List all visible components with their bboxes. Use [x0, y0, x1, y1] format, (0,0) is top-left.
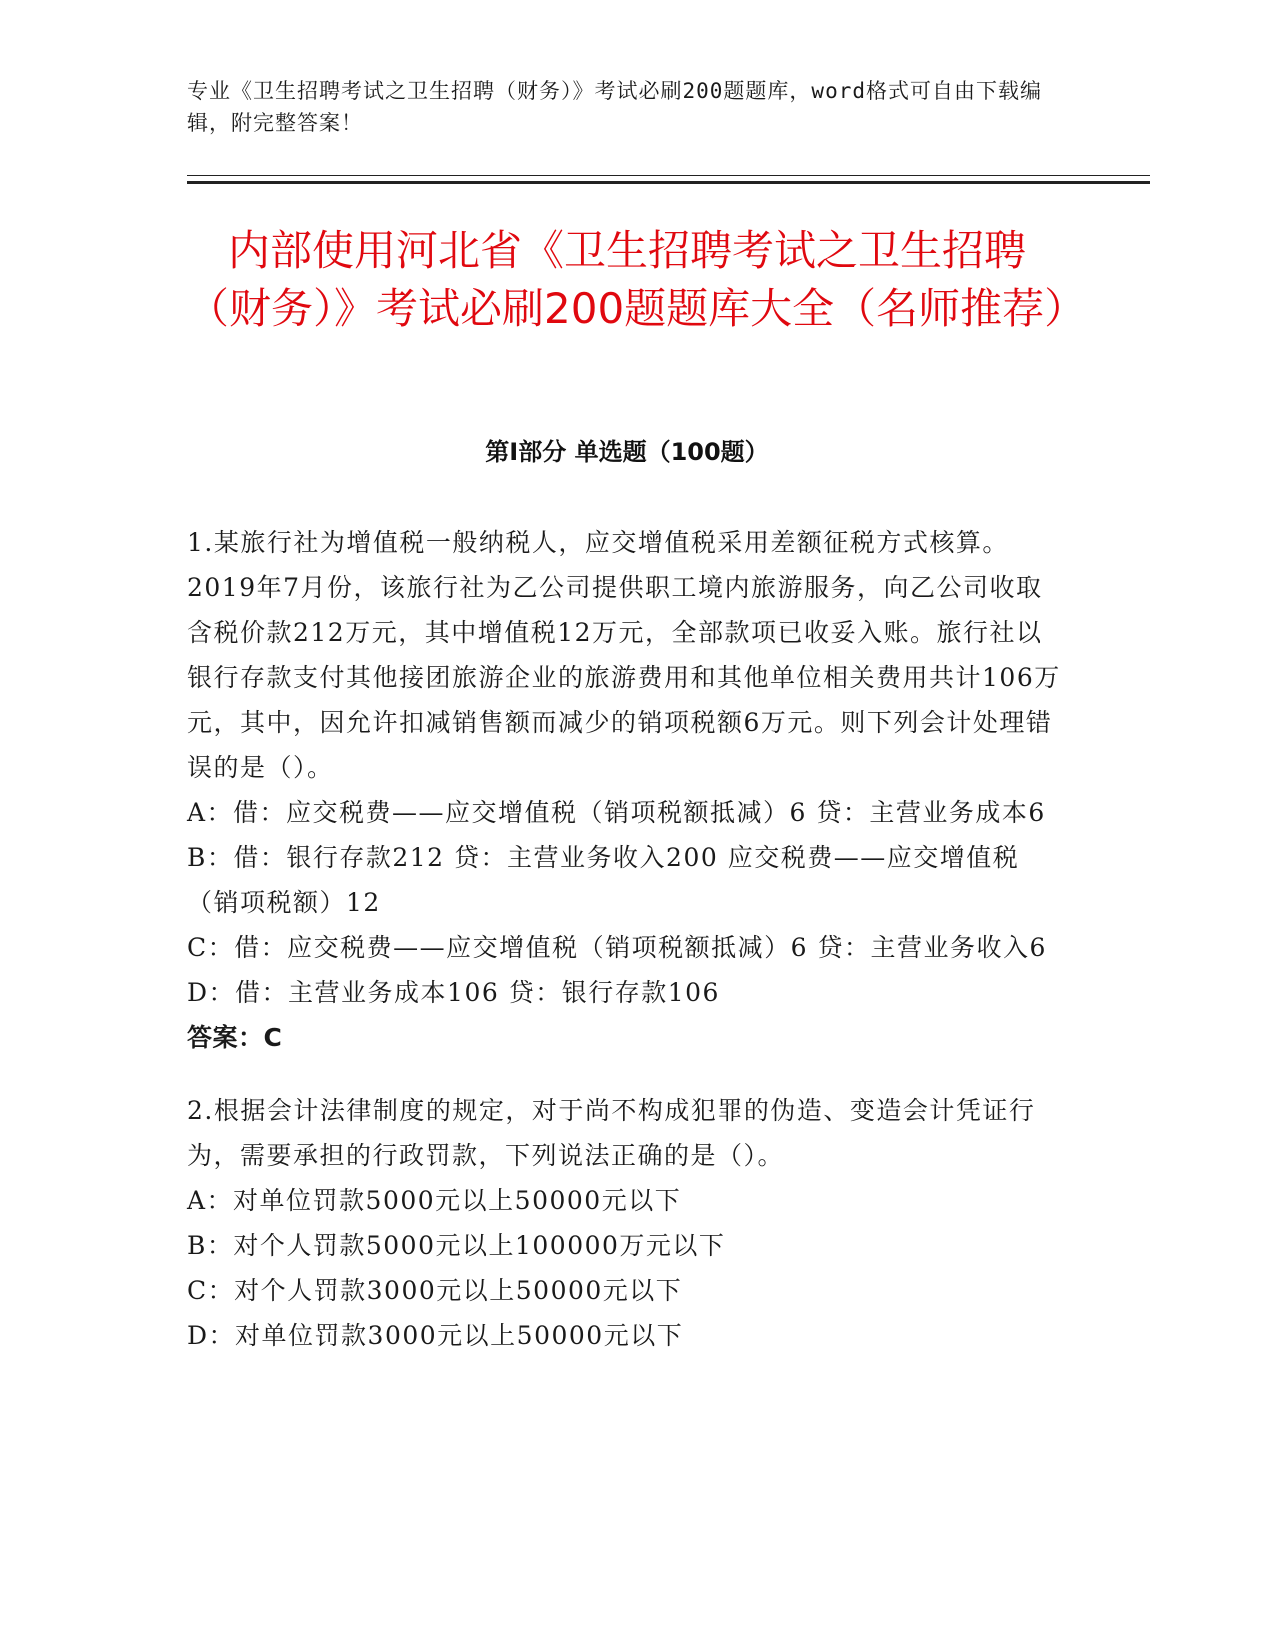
document-title: 内部使用河北省《卫生招聘考试之卫生招聘（财务）》考试必刷200题题库大全（名师推荐） [187, 226, 1087, 333]
question-list [187, 520, 1067, 1386]
option-a: A：借：应交税费——应交增值税（销项税额抵减）6 贷：主营业务成本6 [187, 798, 1046, 827]
question-2 [187, 1088, 1067, 1358]
header-divider-thick [187, 181, 1150, 184]
option-c: C：对个人罚款3000元以上50000元以下 [187, 1276, 683, 1305]
option-c: C：借：应交税费——应交增值税（销项税额抵减）6 贷：主营业务收入6 [187, 933, 1047, 962]
question-stem: 1.某旅行社为增值税一般纳税人，应交增值税采用差额征税方式核算。2019年7月份，该旅行社为乙公司提供职工境内旅游服务，向乙公司收取含税价款212万元，其中增值税12万元，全部款项已收妥入账。旅行社以银行存款支付其他接团旅游企业的旅游费用和其他单位相关费用共计106万元，其中，因允许扣减销售额而减少的销项税额6万元。则下列会计处理错误的是（）。 [187, 528, 1061, 782]
option-d: D：借：主营业务成本106 贷：银行存款106 [187, 978, 720, 1007]
question-1 [187, 520, 1067, 1060]
header-note: 专业《卫生招聘考试之卫生招聘（财务）》考试必刷200题题库，word格式可自由下载编辑，附完整答案！ [187, 79, 1042, 135]
option-a: A：对单位罚款5000元以上50000元以下 [187, 1186, 682, 1215]
question-stem: 2.根据会计法律制度的规定，对于尚不构成犯罪的伪造、变造会计凭证行为，需要承担的行政罚款，下列说法正确的是（）。 [187, 1096, 1036, 1170]
section-heading: 第Ⅰ部分 单选题（100题） [485, 438, 769, 466]
option-d: D：对单位罚款3000元以上50000元以下 [187, 1321, 684, 1350]
option-b: B：对个人罚款5000元以上100000万元以下 [187, 1231, 726, 1260]
header-divider-thin [187, 175, 1150, 176]
option-b: B：借：银行存款212 贷：主营业务收入200 应交税费——应交增值税（销项税额）12 [187, 843, 1020, 917]
answer: 答案：C [187, 1023, 283, 1052]
